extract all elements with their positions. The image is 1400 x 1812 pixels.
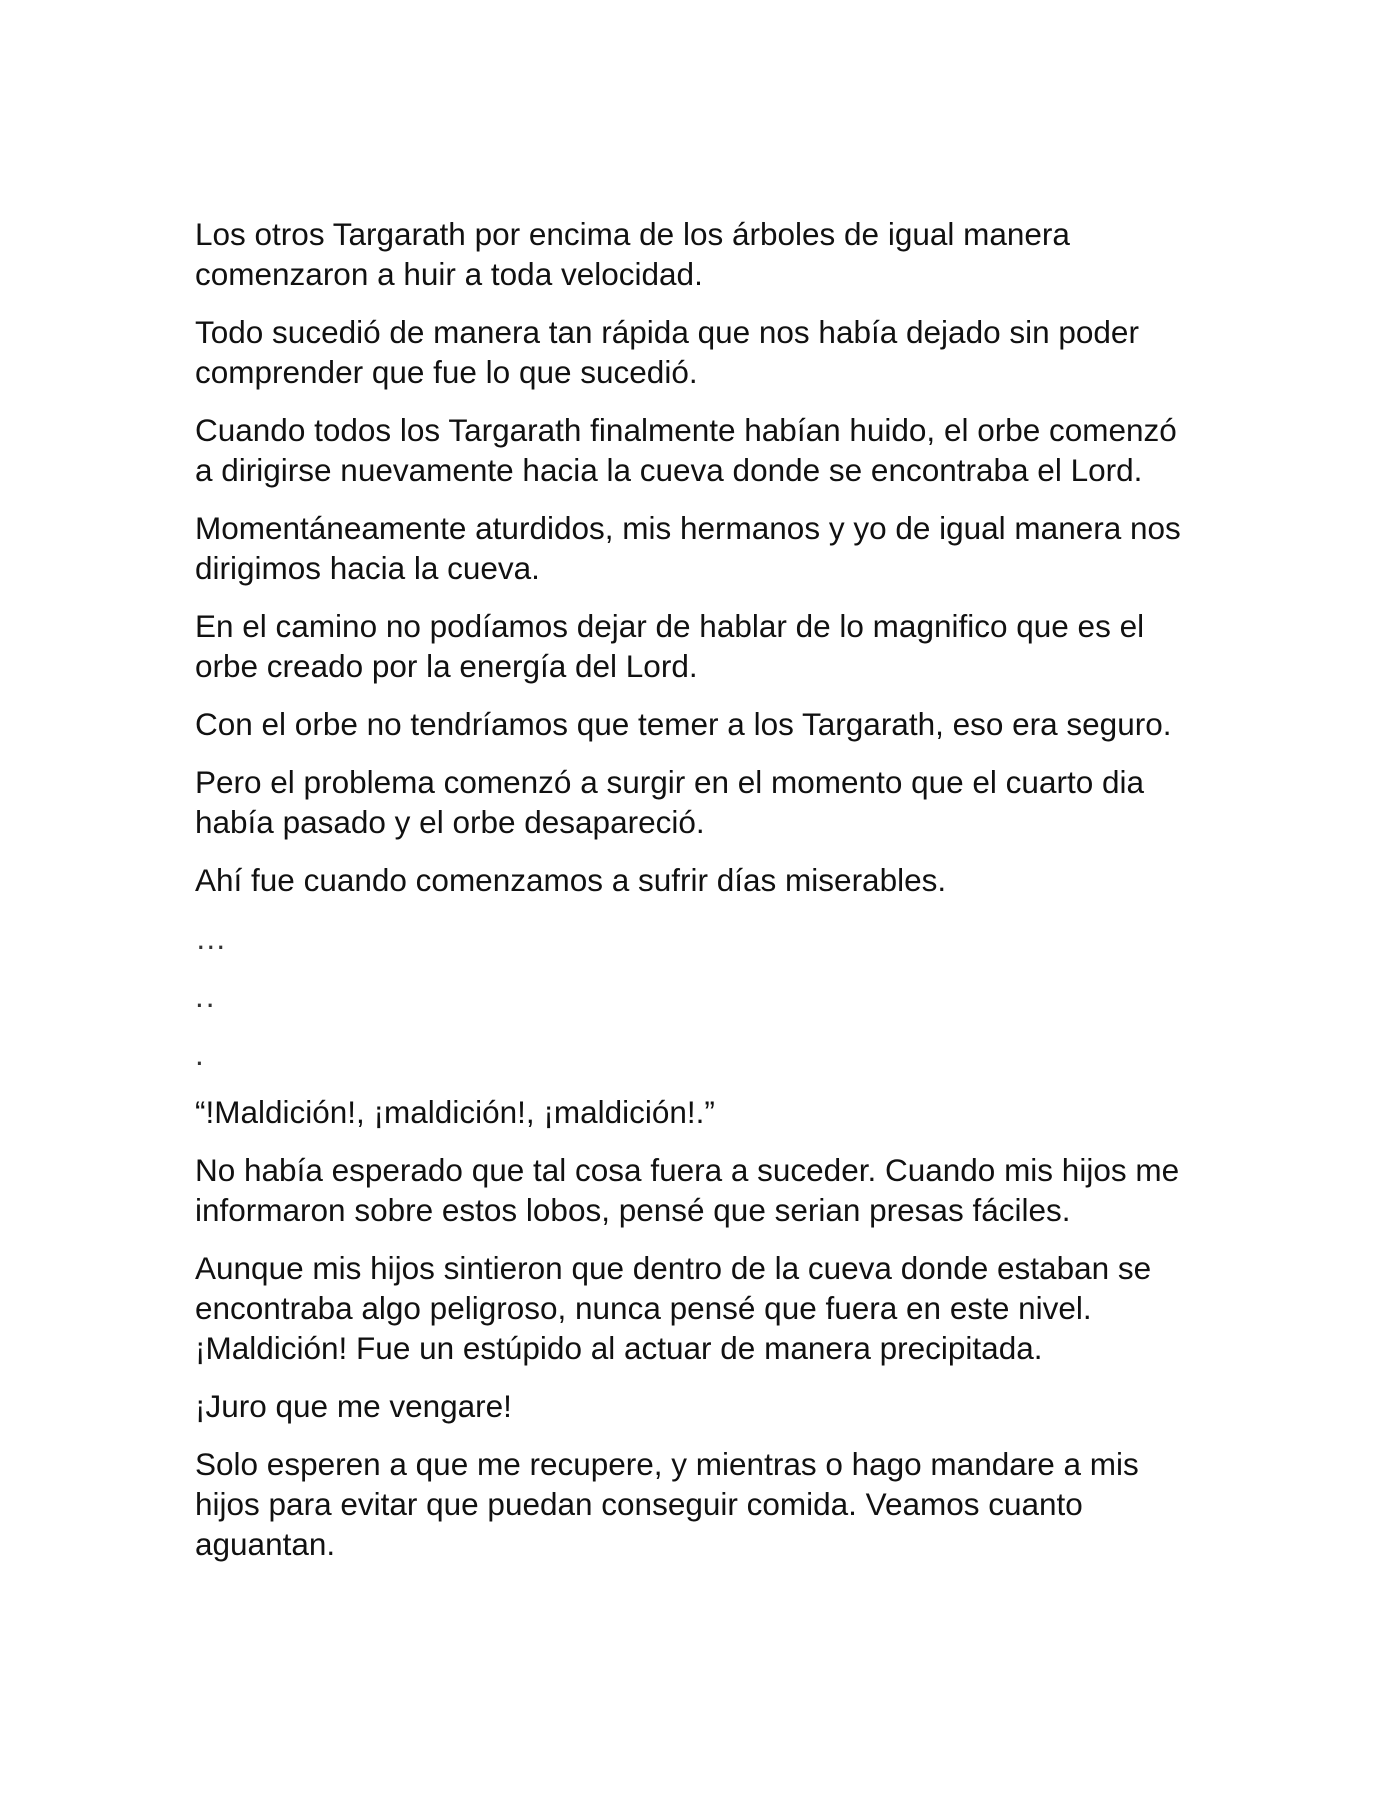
scene-break-double-dot: .. <box>195 978 217 1014</box>
scene-break-single-dot: . <box>195 1036 206 1072</box>
paragraph: ¡Juro que me vengare! <box>195 1388 512 1424</box>
paragraph: Solo esperen a que me recupere, y mientras o hago mandare a mis hijos para evitar que puedan conseguir comida. Veamos cuanto aguantan. <box>195 1446 1139 1562</box>
paragraph: Momentáneamente aturdidos, mis hermanos y yo de igual manera nos dirigimos hacia la cueva. <box>195 510 1181 586</box>
quote-line: “!Maldición!, ¡maldición!, ¡maldición!.” <box>195 1094 715 1130</box>
paragraph: Aunque mis hijos sintieron que dentro de la cueva donde estaban se encontraba algo peligroso, nunca pensé que fuera en este nivel. ¡Maldición! Fue un estúpido al actuar de manera precipitada. <box>195 1250 1152 1366</box>
paragraph: Todo sucedió de manera tan rápida que nos había dejado sin poder comprender que fue lo que sucedió. <box>195 314 1139 390</box>
paragraph: En el camino no podíamos dejar de hablar de lo magnifico que es el orbe creado por la energía del Lord. <box>195 608 1145 684</box>
document-body <box>195 214 1225 1582</box>
paragraph: No había esperado que tal cosa fuera a suceder. Cuando mis hijos me informaron sobre estos lobos, pensé que serian presas fáciles. <box>195 1152 1180 1228</box>
paragraph: Pero el problema comenzó a surgir en el momento que el cuarto dia había pasado y el orbe desapareció. <box>195 764 1145 840</box>
paragraph: Cuando todos los Targarath finalmente habían huido, el orbe comenzó a dirigirse nuevamente hacia la cueva donde se encontraba el Lord. <box>195 412 1177 488</box>
paragraph: Ahí fue cuando comenzamos a sufrir días miserables. <box>195 862 947 898</box>
paragraph: Los otros Targarath por encima de los árboles de igual manera comenzaron a huir a toda velocidad. <box>195 216 1070 292</box>
paragraph: Con el orbe no tendríamos que temer a los Targarath, eso era seguro. <box>195 706 1172 742</box>
scene-break-ellipsis: … <box>195 920 229 956</box>
